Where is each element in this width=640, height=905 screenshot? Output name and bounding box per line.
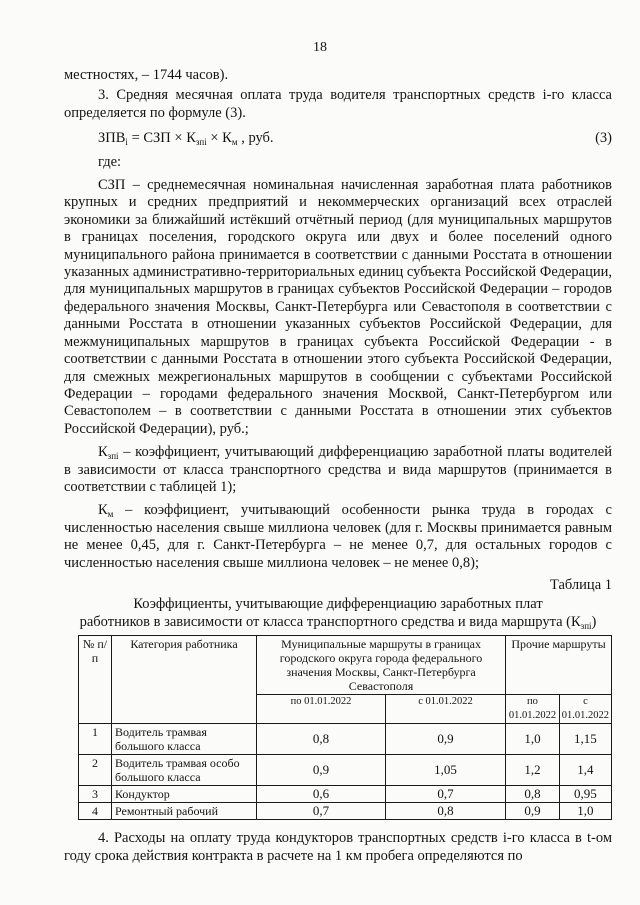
row-value: 1,15 (559, 724, 611, 755)
row-value: 1,0 (506, 724, 560, 755)
table-row (79, 755, 612, 786)
formula-mid: = СЗП × К (127, 130, 196, 147)
row-num: 2 (79, 755, 112, 786)
header-date-3: по 01.01.2022 (506, 695, 560, 724)
row-category: Ремонтный рабочий (112, 803, 257, 820)
formula-sub-m: м (231, 137, 238, 148)
definition-kzni (64, 444, 612, 496)
table-title-line-2 (64, 614, 612, 631)
table-title-close: ) (591, 613, 597, 630)
definition-km (64, 502, 612, 572)
row-value: 0,9 (257, 755, 386, 786)
table-title (64, 596, 612, 631)
row-value: 0,6 (257, 786, 386, 803)
table-row (79, 786, 612, 803)
paragraph-4: 4. Расходы на оплату труда кондукторов транспортных средств i-го класса в t-ом году срока действия контракта в расчете на 1 км пробега определяются по (64, 830, 612, 864)
km-text: – коэффициент, учитывающий особенности рынка труда в городах с численностью населения свыше миллиона человек (для г. Москвы принимается равным не менее 0,45, для г. Санкт-Петербурга – не менее 0,7, для остальных городов с численностью населения свыше миллиона человек – не менее 0,8); (64, 502, 612, 571)
header-date-4: с 01.01.2022 (559, 695, 611, 724)
row-value: 1,2 (506, 755, 560, 786)
row-value: 0,8 (386, 803, 506, 820)
row-num: 4 (79, 803, 112, 820)
row-value: 0,7 (257, 803, 386, 820)
table-title-line-1: Коэффициенты, учитывающие дифференциацию заработных плат (133, 596, 543, 613)
km-subscript: м (107, 509, 114, 520)
table-row (79, 724, 612, 755)
paragraph-3: 3. Средняя месячная оплата труда водителя транспортных средств i-го класса определяется по формуле (3). (64, 87, 612, 121)
table-row (79, 803, 612, 820)
row-value: 0,9 (386, 724, 506, 755)
page-number: 18 (313, 40, 327, 55)
formula-lhs: ЗПВ (98, 130, 126, 147)
row-value: 0,8 (257, 724, 386, 755)
row-value: 1,4 (559, 755, 611, 786)
formula-expression (98, 130, 274, 147)
row-value: 0,7 (386, 786, 506, 803)
row-num: 3 (79, 786, 112, 803)
km-symbol: К (98, 502, 108, 519)
row-category: Кондуктор (112, 786, 257, 803)
header-num: № п/п (79, 636, 112, 724)
table-title-line-2-text: работников в зависимости от класса транспортного средства и вида маршрута (К (79, 613, 581, 630)
row-value: 1,0 (559, 803, 611, 820)
formula-sub-i: i (125, 137, 128, 148)
row-value: 0,8 (506, 786, 560, 803)
kzni-symbol: К (98, 444, 108, 461)
table-title-subscript: зпi (580, 620, 592, 631)
header-date-1: по 01.01.2022 (257, 695, 386, 724)
row-value: 0,9 (506, 803, 560, 820)
kzni-subscript: зпi (107, 451, 119, 462)
table-number: Таблица 1 (549, 576, 612, 593)
text-block-top (64, 67, 612, 865)
row-category: Водитель трамвая особо большого класса (112, 755, 257, 786)
formula-3 (98, 130, 612, 147)
formula-mid2: × К (206, 130, 232, 147)
row-value: 1,05 (386, 755, 506, 786)
definition-szp: СЗП – среднемесячная номинальная начисленная заработная плата работников крупных и средних предприятий и некоммерческих организаций всех отраслей экономики за ближайший истёкший отчётный период (для муниципальных маршрутов в границах поселения, городского округа или двух и более поселений одного муниципального района принимается в соответствии с данными Росстата в отношении указанных административно-территориальных единиц субъекта Российской Федерации, для муниципальных маршрутов в границах субъектов Российской Федерации – городов федерального значения Москвы, Санкт-Петербурга или Севастополя в соответствии с данными Росстата в отношении указанных субъектов Российской Федерации, для межмуниципальных маршрутов в границах субъекта Российской Федерации - в соответствии с данными Росстата в отношении этого субъекта Российской Федерации, для смежных межрегиональных маршрутов в сообщении с субъектами Российской Федерации – городами федерального значения Москвой, Санкт-Петербургом или Севастополем – в соответствии с данными Росстата в отношении этих субъектов Российской Федерации), руб.; (64, 177, 612, 437)
row-num: 1 (79, 724, 112, 755)
coefficients-table (78, 635, 612, 820)
header-municipal: Муниципальные маршруты в границах городского округа города федерального значения Москвы, Санкт-Петербурга Севастополя (257, 636, 506, 695)
formula-sub-zni: зпi (195, 137, 207, 148)
header-other: Прочие маршруты (506, 636, 612, 695)
paragraph-continuation: местностях, – 1744 часов). (64, 67, 229, 83)
row-value: 0,95 (559, 786, 611, 803)
where-label: где: (98, 153, 122, 170)
formula-tail: , руб. (237, 130, 274, 147)
formula-number: (3) (595, 130, 612, 147)
kzni-text: – коэффициент, учитывающий дифференциацию заработной платы водителей в зависимости от класса транспортного средства и вида маршрутов (принимается в соответствии с таблицей 1); (64, 444, 612, 495)
table-header-row (79, 636, 612, 695)
row-category: Водитель трамвая большого класса (112, 724, 257, 755)
header-category: Категория работника (112, 636, 257, 724)
header-date-2: с 01.01.2022 (386, 695, 506, 724)
